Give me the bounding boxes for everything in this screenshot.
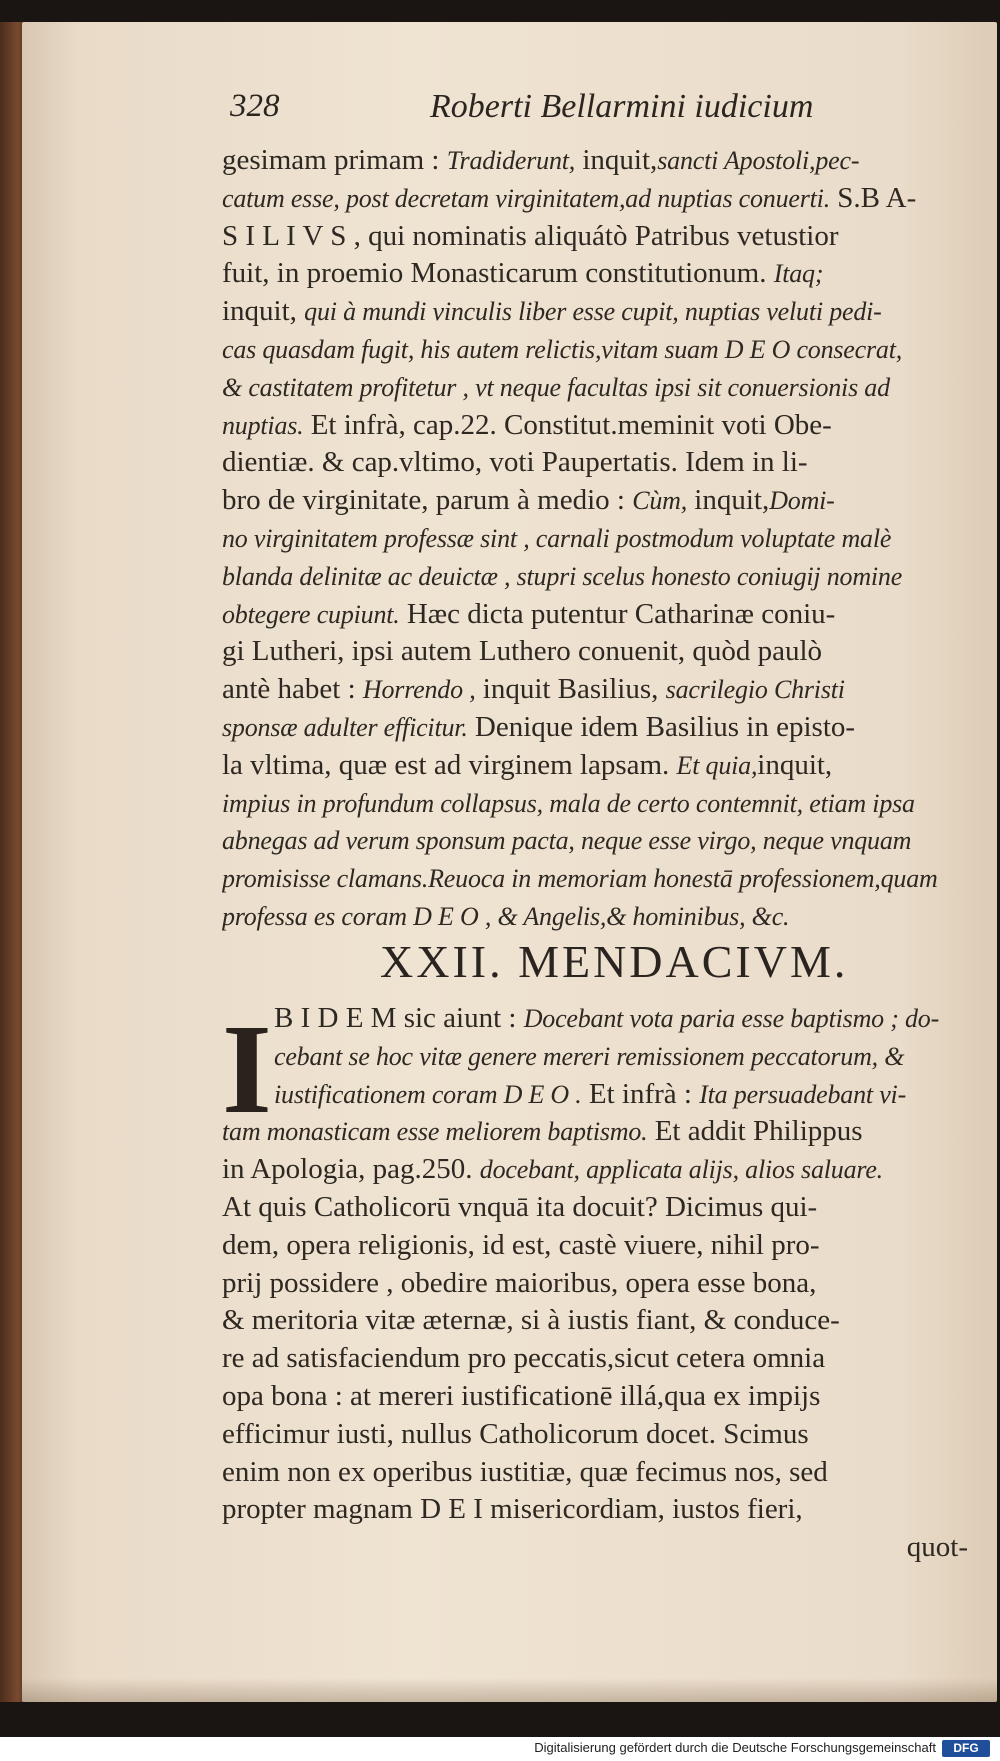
text-line [222,1265,968,1303]
running-head: Roberti Bellarmini iudicium [430,88,814,125]
italic-text: sacrilegio Christi [665,675,845,705]
italic-text: abnegas ad verum sponsum pacta, neque esse virgo, neque vnquam [222,826,912,856]
roman-text: Et addit Philippus [647,1115,863,1148]
roman-text: dientiæ. & cap.vltimo, voti Paupertatis. Idem in li- [222,446,808,479]
text-line [222,785,968,823]
roman-text: antè habet : [222,673,363,706]
italic-text: & castitatem profitetur , vt neque facultas ipsi sit conuersionis ad [222,372,890,402]
roman-text: & meritoria vitæ æternæ, si à iustis fiant, & conduce- [222,1304,840,1337]
italic-text: blanda delinitæ ac deuictæ , stupri scelus honesto coniugij nomine [222,561,903,591]
italic-text: Ita persuadebant vi- [699,1079,907,1109]
text-line [222,822,968,860]
roman-text: inquit, [757,748,833,781]
italic-text: docebant, applicata alijs, alios saluare. [479,1155,883,1185]
text-line [222,218,968,256]
italic-text: nuptias. [222,410,304,440]
text-line [222,633,968,671]
roman-text: inquit Basilius, [475,673,666,706]
text-line [222,1113,968,1151]
roman-text: B I D E M sic aiunt : [274,1002,524,1034]
roman-text: At quis Catholicorū vnquā ita docuit? Dicimus qui- [222,1190,818,1223]
italic-text: professa es coram D E O , & Angelis,& hominibus, &c. [222,901,790,931]
text-line [222,331,968,369]
italic-text: catum esse, post decretam virginitatem,ad nuptias conuerti. [222,183,831,213]
italic-text: sancti Apostoli,pec- [657,146,860,175]
roman-text: Et infrà, cap.22. Constitut.meminit voti Obe- [303,408,832,441]
italic-text: Docebant vota paria esse baptismo ; do- [523,1004,940,1033]
roman-text: la vltima, quæ est ad virginem lapsam. [222,748,677,781]
italic-text: obtegere cupiunt. [222,599,400,629]
text-line [222,1491,968,1529]
roman-text: dem, opera religionis, id est, castè viuere, nihil pro- [222,1228,820,1261]
italic-text: Domi- [769,486,835,516]
text-line [222,1416,968,1454]
italic-text: Horrendo , [362,675,476,705]
roman-text: fuit, in proemio Monasticarum constitutionum. [222,257,774,290]
roman-text: re ad satisfaciendum pro peccatis,sicut cetera omnia [222,1342,826,1375]
italic-text: cas quasdam fugit, his autem relictis,vitam suam D E O consecrat, [222,334,903,364]
footer-credit: Digitalisierung gefördert durch die Deutsche Forschungsgemeinschaft [534,1740,936,1755]
italic-text: tam monasticam esse meliorem baptismo. [222,1117,648,1147]
text-line [222,1302,968,1340]
roman-text: gesimam primam : [222,144,447,176]
roman-text: Hæc dicta putentur Catharinæ coniu- [399,597,836,630]
text-line [222,1227,968,1265]
roman-text: inquit, [575,144,658,176]
text-line [222,1454,968,1492]
text-line [222,747,968,785]
text-line [222,1000,968,1038]
text-line [222,860,968,898]
text-line [222,671,968,709]
italic-text: Itaq; [773,259,824,289]
roman-text: prij possidere , obedire maioribus, opera esse bona, [222,1266,817,1299]
drop-cap: I [222,998,272,1140]
roman-text: gi Lutheri, ipsi autem Luthero conuenit, quòd paulò [222,635,823,668]
roman-text: in Apologia, pag.250. [222,1153,480,1186]
roman-text: inquit, [687,484,770,517]
italic-text: no virginitatem professæ sint , carnali postmodum voluptate malè [222,523,892,553]
text-line [222,898,968,936]
roman-text: opa bona : at mereri iustificationē illá,qua ex impijs [222,1379,821,1412]
text-line [222,293,968,331]
roman-text: inquit, [222,295,305,328]
catchword: quot- [906,1531,968,1564]
text-line [222,444,968,482]
section-heading: XXII. MENDACIVM. [380,936,849,987]
text-line [222,1340,968,1378]
italic-text: Et quia, [676,750,758,780]
page-header [230,88,960,138]
roman-text: propter magnam D E I misericordiam, iustos fieri, [222,1493,803,1526]
text-line [222,407,968,445]
text-line [222,482,968,520]
italic-text: Cùm, [632,486,688,516]
section-text [222,1000,968,1567]
roman-text: Denique idem Basilius in episto- [467,710,856,743]
text-line [222,520,968,558]
roman-text: efficimur iusti, nullus Catholicorum docet. Scimus [222,1417,809,1450]
body-text [222,142,968,936]
roman-text: bro de virginitate, parum à medio : [222,484,633,517]
italic-text: promisisse clamans.Reuoca in memoriam honestā professionem,quam [222,864,938,894]
text-line [222,255,968,293]
dfg-logo-icon: DFG [942,1740,990,1757]
italic-text: Tradiderunt, [446,146,576,175]
page-number: 328 [230,88,280,124]
text-line [222,709,968,747]
text-line [222,558,968,596]
text-line [222,596,968,634]
italic-text: qui à mundi vinculis liber esse cupit, nuptias veluti pedi- [304,297,882,327]
roman-text: Et infrà : [581,1077,700,1110]
text-line [222,369,968,407]
text-line [222,1189,968,1227]
text-line [222,1076,968,1114]
text-line [222,142,968,180]
italic-text: impius in profundum collapsus, mala de certo contemnit, etiam ipsa [222,788,915,818]
text-line [222,1038,968,1076]
text-line [222,1378,968,1416]
italic-text: iustificationem coram D E O . [274,1079,582,1109]
roman-text: enim non ex operibus iustitiæ, quæ fecimus nos, sed [222,1455,828,1488]
text-line [222,1151,968,1189]
roman-text: S.B A- [830,181,917,214]
text-line [222,180,968,218]
italic-text: cebant se hoc vitæ genere mereri remissionem peccatorum, & [274,1041,905,1071]
italic-text: sponsæ adulter efficitur. [222,712,468,742]
roman-text: S I L I V S , qui nominatis aliquátò Patribus vetustior [222,219,839,252]
